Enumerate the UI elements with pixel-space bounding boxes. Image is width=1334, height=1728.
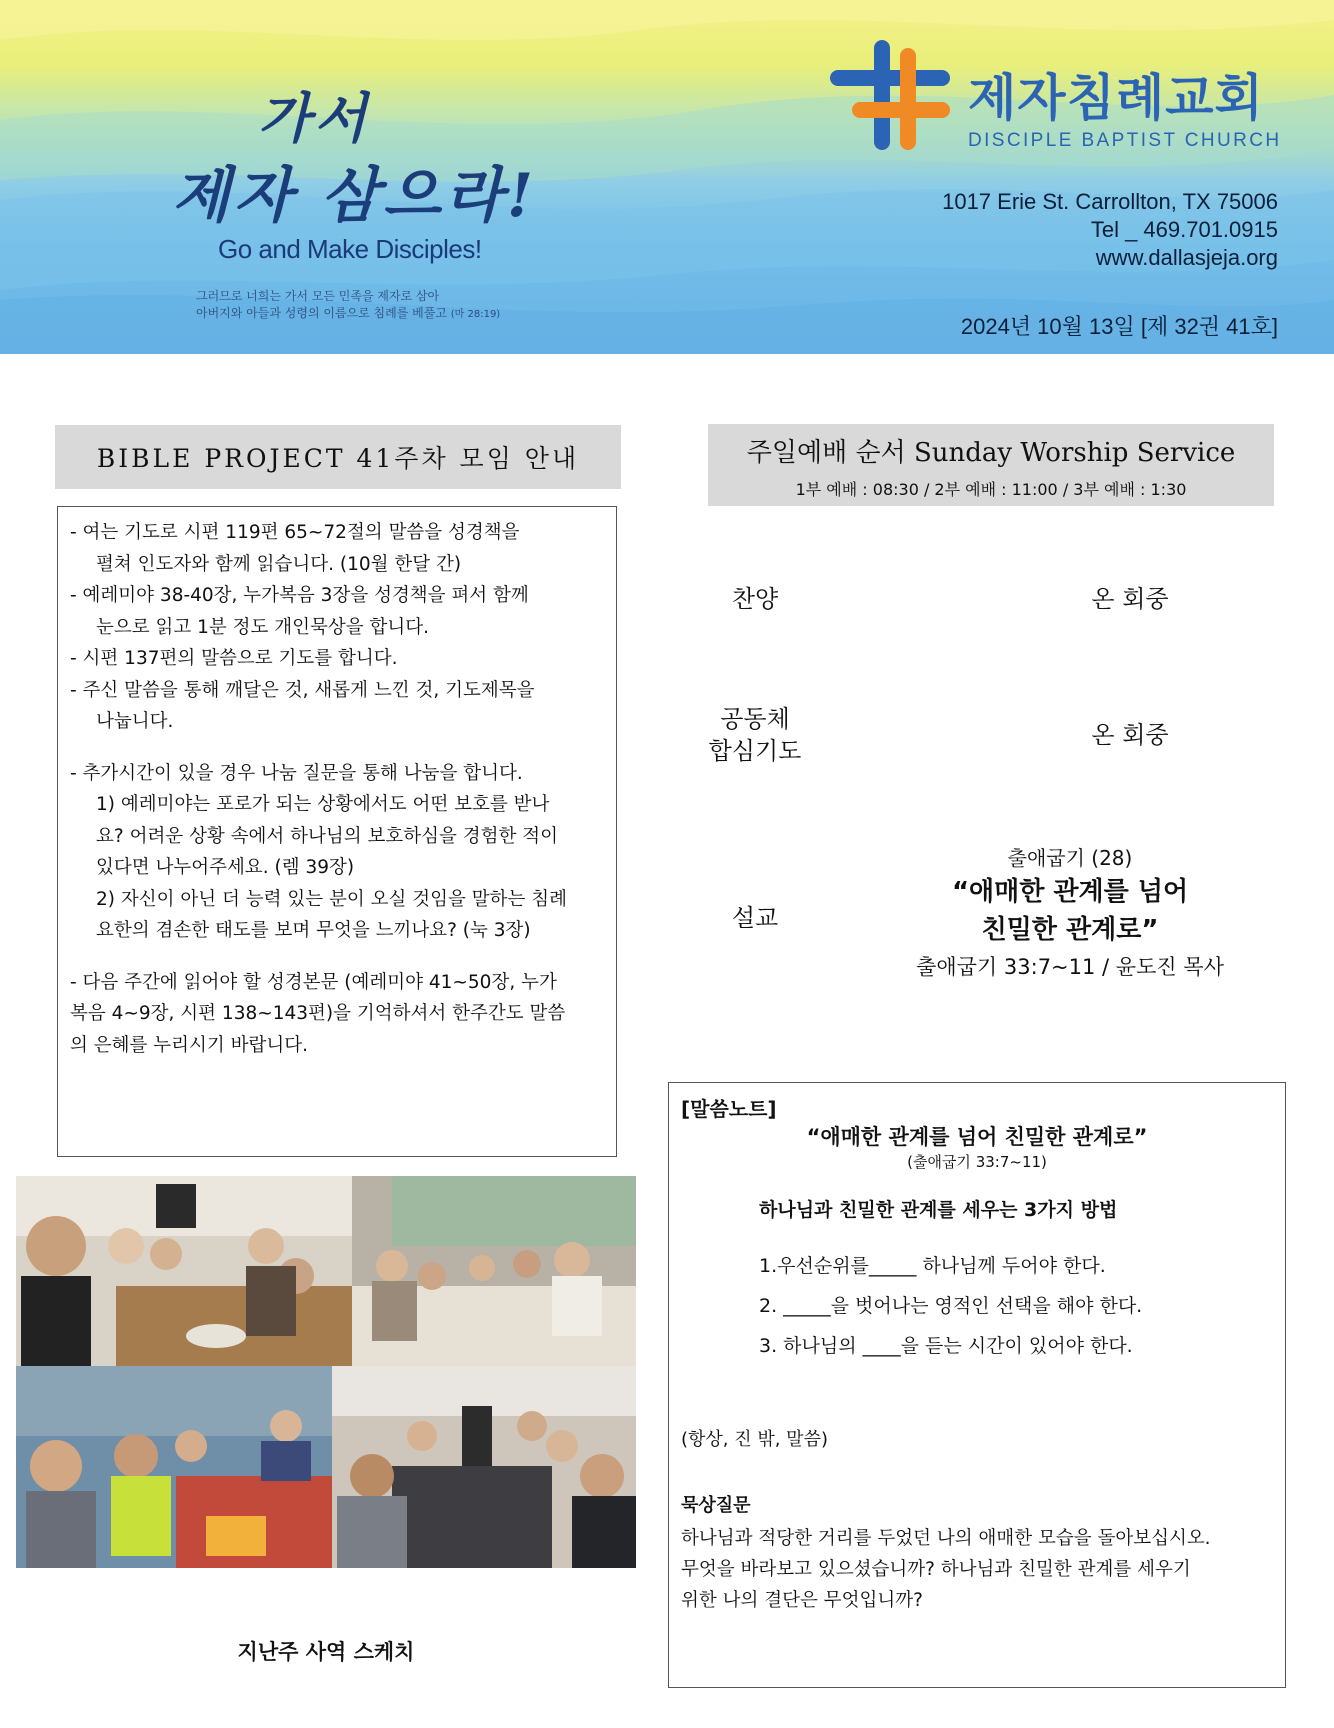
note-tag: [말씀노트] xyxy=(681,1097,777,1121)
bp-line: - 시편 137편의 말씀으로 기도를 합니다. xyxy=(70,648,398,669)
church-name-english: DISCIPLE BAPTIST CHURCH xyxy=(968,130,1282,151)
bp-line: 요? 어려운 상황 속에서 하나님의 보호하심을 경험한 적이 xyxy=(96,825,559,847)
slogan-line-2: 제자 삼으라! xyxy=(172,161,538,231)
sermon-series: 출애굽기 (28) xyxy=(1007,846,1133,870)
praise-label: 찬양 xyxy=(731,585,779,613)
bp-line: - 여는 기도로 시편 119편 65~72절의 말씀을 성경책을 xyxy=(70,522,520,543)
worship-header xyxy=(708,424,1274,506)
bp-line: 눈으로 읽고 1분 정도 개인묵상을 합니다. xyxy=(96,616,429,638)
scripture-verse xyxy=(196,288,500,323)
contact-info xyxy=(942,188,1278,272)
bp-line: 나눕니다. xyxy=(96,711,174,732)
prayer-label-line1: 공동체 xyxy=(720,705,790,733)
slogan-line-1: 가서 xyxy=(258,86,371,150)
ministry-photo-collage xyxy=(16,1176,636,1568)
bp-line: 있다면 나누어주세요. (렘 39장) xyxy=(96,857,355,878)
verse-line-2: 아버지와 아들과 성령의 이름으로 침례를 베풀고 xyxy=(196,306,447,320)
bp-line: - 주신 말씀을 통해 깨달은 것, 새롭게 느낀 것, 기도제목을 xyxy=(70,679,535,701)
note-answer-hint: (항상, 진 밖, 말씀) xyxy=(681,1429,828,1450)
photo-fastfood-kids xyxy=(16,1366,332,1568)
note-scripture: (출애굽기 33:7~11) xyxy=(907,1153,1047,1171)
sermon-label: 설교 xyxy=(731,904,779,932)
english-slogan: Go and Make Disciples! xyxy=(218,234,482,264)
sermon-info xyxy=(880,843,1260,985)
church-logo-icon xyxy=(830,40,950,150)
note-heading: 하나님과 친밀한 관계를 세우는 3가지 방법 xyxy=(759,1199,1118,1221)
meditation-heading: 묵상질문 xyxy=(681,1495,751,1516)
bp-line: 펼쳐 인도자와 함께 읽습니다. (10월 한달 간) xyxy=(96,553,462,575)
photo-restaurant-group-1 xyxy=(16,1176,352,1366)
service-times: 1부 예배 : 08:30 / 2부 예배 : 11:00 / 3부 예배 : 1:30 xyxy=(795,480,1187,499)
bp-line: 의 은혜를 누리시기 바랍니다. xyxy=(70,1034,308,1056)
verse-line-1: 그러므로 너희는 가서 모든 민족을 제자로 삼아 xyxy=(196,289,440,303)
sermon-title-line1: “애매한 관계를 넘어 xyxy=(951,877,1189,907)
prayer-label-line2: 합심기도 xyxy=(708,737,802,765)
note-item-3: 3. 하나님의 ____을 듣는 시간이 있어야 한다. xyxy=(759,1335,1133,1357)
note-title: “애매한 관계를 넘어 친밀한 관계로” xyxy=(806,1125,1148,1149)
prayer-value: 온 회중 xyxy=(1091,721,1169,749)
telephone: Tel _ 469.701.0915 xyxy=(1090,217,1278,242)
verse-reference: (마 28:19) xyxy=(450,309,501,320)
church-name-korean: 제자침례교회 xyxy=(968,69,1264,127)
note-item-1: 1.우선순위를_____ 하나님께 두어야 한다. xyxy=(759,1255,1106,1277)
question-line: 무엇을 바라보고 있으셨습니까? 하나님과 친밀한 관계를 세우기 xyxy=(681,1559,1191,1580)
address: 1017 Erie St. Carrollton, TX 75006 xyxy=(942,189,1278,214)
note-item-2: 2. _____을 벗어나는 영적인 선택을 해야 한다. xyxy=(759,1295,1143,1317)
sermon-title-line2: 친밀한 관계로” xyxy=(981,915,1159,945)
website-link[interactable]: www.dallasjeja.org xyxy=(1095,245,1278,270)
sermon-scripture-preacher: 출애굽기 33:7~11 / 윤도진 목사 xyxy=(916,955,1224,979)
bp-line: 요한의 겸손한 태도를 보며 무엇을 느끼나요? (눅 3장) xyxy=(96,920,531,941)
bp-line: 1) 예레미야는 포로가 되는 상황에서도 어떤 보호를 받나 xyxy=(96,794,550,815)
bible-project-box xyxy=(57,506,617,1157)
bp-line: - 예레미야 38-40장, 누가복음 3장을 성경책을 펴서 함께 xyxy=(70,585,529,606)
issue-date: 2024년 10월 13일 [제 32권 41호] xyxy=(960,314,1278,339)
photo-fastfood-youth xyxy=(332,1366,636,1568)
prayer-label xyxy=(680,703,830,767)
meditation-question xyxy=(681,1523,1271,1616)
praise-value: 온 회중 xyxy=(1091,585,1169,613)
header-banner xyxy=(0,0,1334,354)
sermon-note-box xyxy=(668,1082,1286,1688)
question-line: 위한 나의 결단은 무엇입니까? xyxy=(681,1590,923,1611)
bp-line: - 다음 주간에 읽어야 할 성경본문 (예레미야 41~50장, 누가 xyxy=(70,971,557,993)
bp-line: - 추가시간이 있을 경우 나눔 질문을 통해 나눔을 합니다. xyxy=(70,762,523,784)
worship-title: 주일예배 순서 Sunday Worship Service xyxy=(746,438,1236,468)
bible-project-title: BIBLE PROJECT 41주차 모임 안내 xyxy=(55,425,621,489)
photo-restaurant-group-2 xyxy=(352,1176,636,1366)
bp-line: 복음 4~9장, 시편 138~143편)을 기억하셔서 한주간도 말씀 xyxy=(70,1003,566,1024)
bp-line: 2) 자신이 아닌 더 능력 있는 분이 오실 것임을 말하는 침례 xyxy=(96,888,567,910)
photo-caption: 지난주 사역 스케치 xyxy=(237,1640,415,1664)
question-line: 하나님과 적당한 거리를 두었던 나의 애매한 모습을 돌아보십시오. xyxy=(681,1528,1211,1549)
